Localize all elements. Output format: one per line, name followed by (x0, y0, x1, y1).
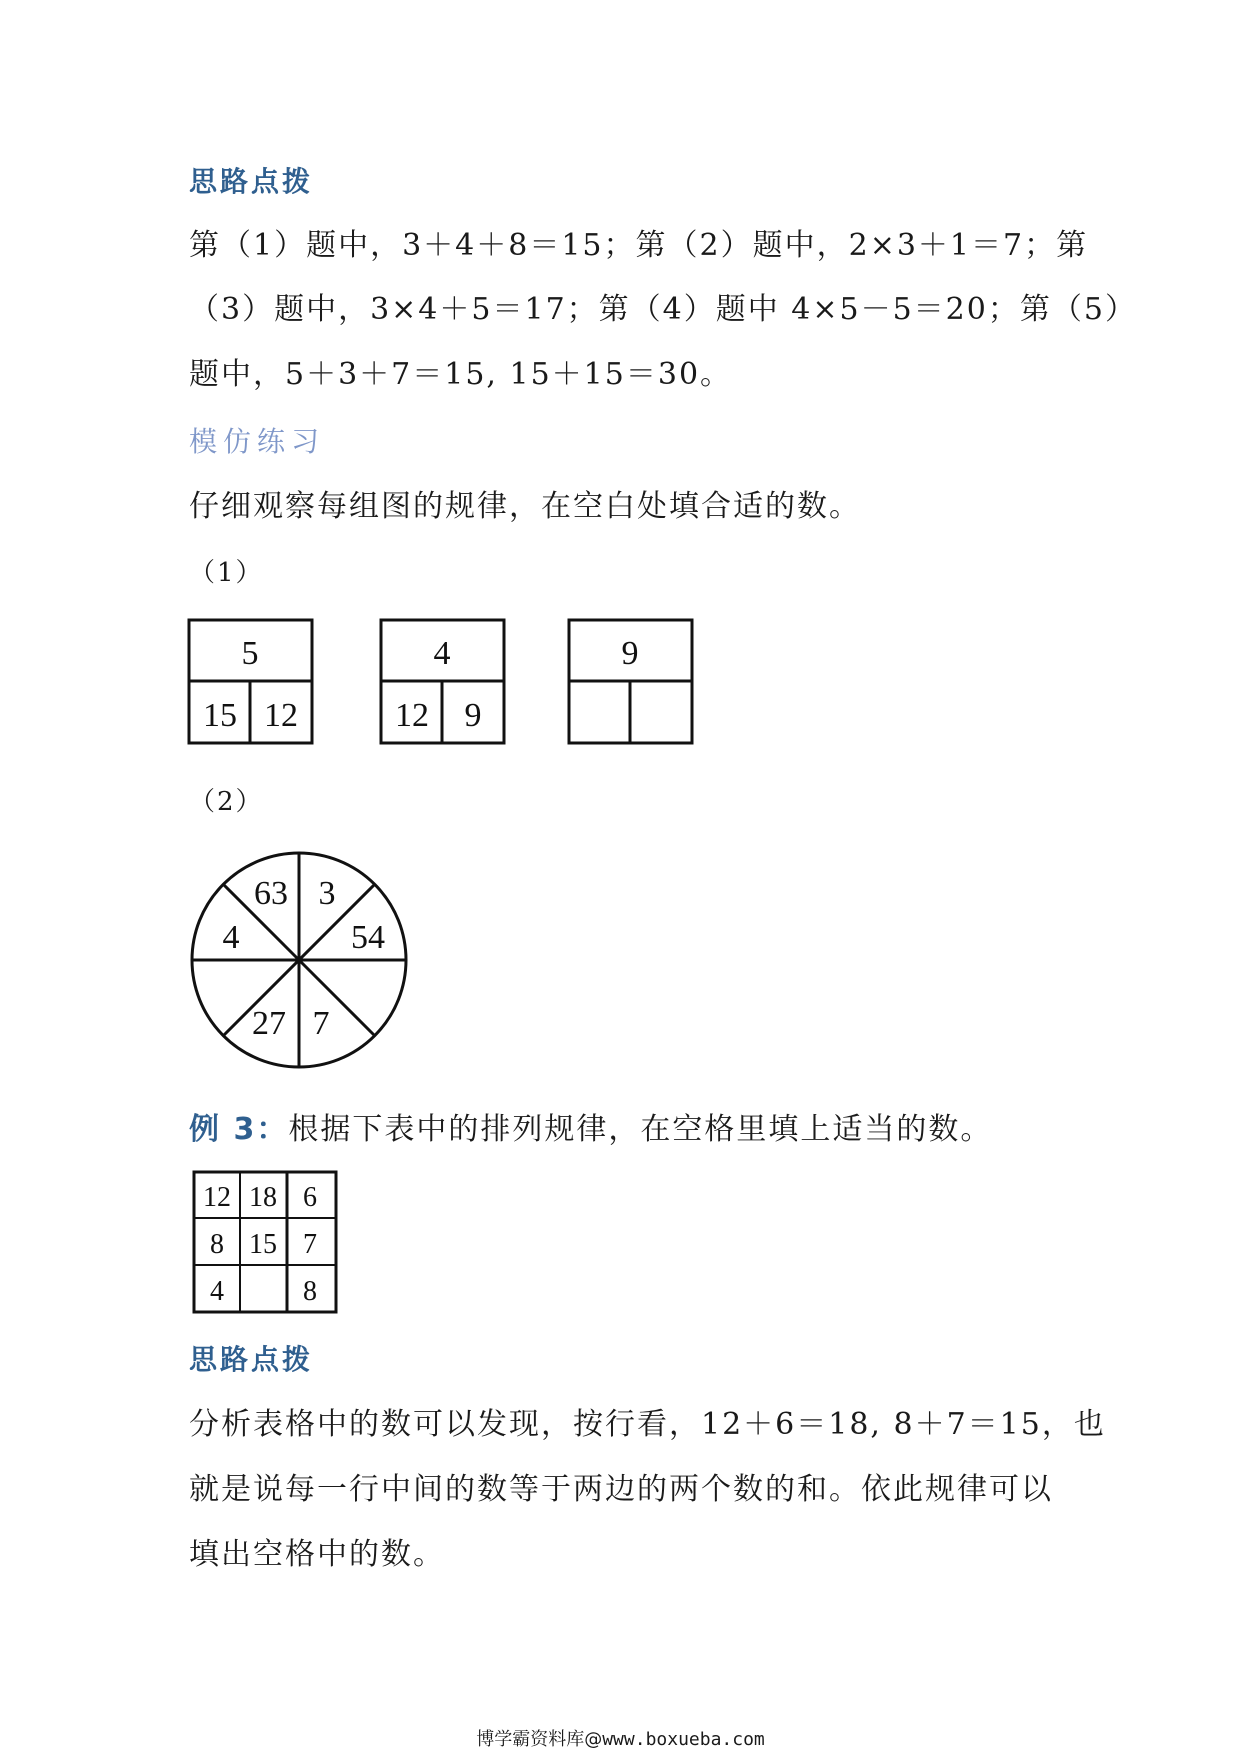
example3-table (192, 1170, 338, 1314)
example3-text: 根据下表中的排列规律，在空格里填上适当的数。 (288, 1112, 993, 1147)
number-box-3 (569, 620, 692, 743)
table-cell-r3c3: 8 (303, 1276, 317, 1307)
table-cell-r3c1: 4 (210, 1276, 224, 1307)
number-box-1 (189, 620, 312, 743)
footer-url[interactable]: www.boxueba.com (602, 1729, 765, 1750)
hint-line-2: （3）题中，3×4＋5＝17；第（4）题中 4×5－5＝20；第（5） (189, 292, 1137, 327)
part1-label: （1） (189, 558, 264, 588)
number-boxes-figure (187, 618, 707, 748)
number-box-2 (381, 620, 504, 743)
hint2-line-2: 就是说每一行中间的数等于两边的两个数的和。依此规律可以 (189, 1472, 1053, 1507)
box1-top: 5 (241, 635, 259, 672)
practice-instruction: 仔细观察每组图的规律，在空白处填合适的数。 (189, 489, 861, 524)
table-cell-r1c3: 6 (303, 1182, 317, 1213)
section-heading-hint-2: 思路点拨 (189, 1343, 314, 1376)
box2-left: 12 (395, 697, 429, 734)
table-cell-r2c1: 8 (210, 1229, 224, 1260)
section-heading-hint: 思路点拨 (189, 165, 314, 198)
sector-right-upper: 54 (351, 919, 385, 956)
table-cell-r1c2: 18 (249, 1182, 277, 1213)
box3-top: 9 (621, 635, 639, 672)
table-cell-r1c1: 12 (203, 1182, 231, 1213)
example3-label: 例 3： (189, 1112, 289, 1147)
footer-site-name: 博学霸资料库@ (476, 1729, 603, 1750)
hint2-line-3: 填出空格中的数。 (189, 1537, 445, 1572)
hint-line-1: 第（1）题中，3＋4＋8＝15；第（2）题中，2×3＋1＝7；第 (189, 228, 1089, 263)
sector-top-left: 63 (254, 875, 288, 912)
box2-top: 4 (433, 635, 451, 672)
hint-line-3: 题中，5＋3＋7＝15, 15＋15＝30。 (189, 357, 733, 392)
sector-left-upper: 4 (222, 919, 240, 956)
section-heading-practice: 模仿练习 (189, 425, 326, 458)
sector-bottom-right: 7 (312, 1005, 330, 1042)
table-cell-r2c2: 15 (249, 1229, 277, 1260)
sector-bottom-left: 27 (252, 1005, 286, 1042)
sector-top-right: 3 (318, 875, 336, 912)
hint2-line-1: 分析表格中的数可以发现，按行看，12＋6＝18, 8＋7＝15，也 (189, 1407, 1106, 1442)
box1-left: 15 (203, 697, 237, 734)
table-cell-r2c3: 7 (303, 1229, 317, 1260)
page-footer (0, 1725, 1241, 1751)
sector-circle-figure (187, 848, 411, 1072)
box1-right: 12 (264, 697, 298, 734)
box2-right: 9 (464, 697, 482, 734)
example3-prompt (189, 1110, 992, 1150)
part2-label: （2） (189, 787, 264, 817)
